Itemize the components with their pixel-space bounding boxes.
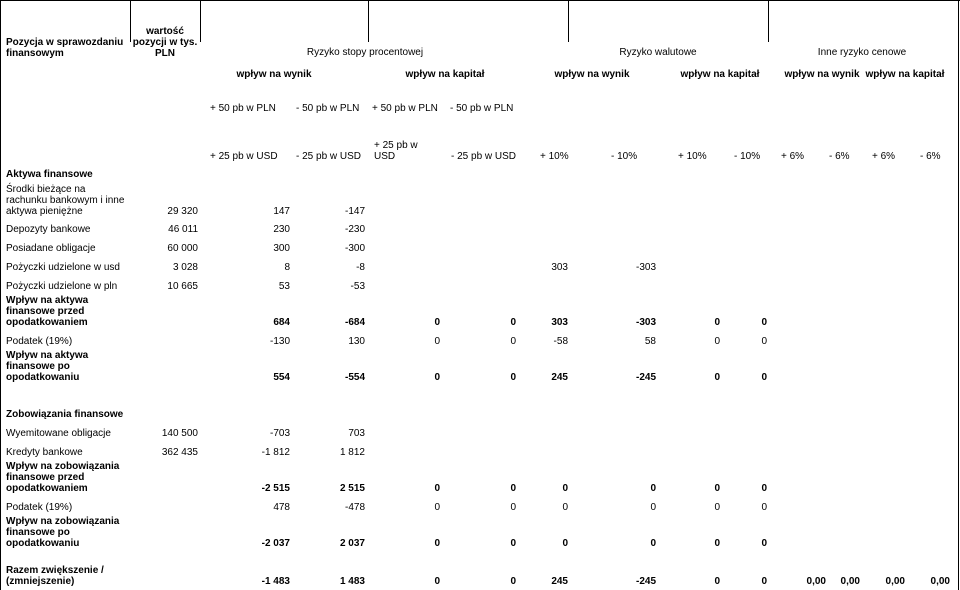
assets-row-label: Pożyczki udzielone w pln [6, 281, 118, 292]
table-border-left [0, 0, 1, 590]
header-value: wartość pozycji w tys. PLN [132, 26, 198, 59]
header-pct-shift-8: - 6% [920, 151, 941, 162]
assets-before-tax-c1: 684 [273, 317, 290, 328]
liabilities-before-tax-c2: 2 515 [339, 483, 365, 494]
assets-tax-c2: 130 [348, 336, 365, 347]
assets-row-value: 29 320 [167, 206, 198, 217]
assets-before-tax-c5: 303 [551, 317, 568, 328]
total-c10: 0,00 [840, 576, 860, 587]
liabilities-after-tax-c4: 0 [510, 538, 516, 549]
assets-before-tax-label: Wpływ na aktywa finansowe przed opodatkowaniem [6, 295, 89, 328]
header-usd-shift-3: + 25 pb w USD [374, 140, 418, 162]
liabilities-after-tax-c1: -2 037 [261, 538, 290, 549]
assets-row-c2: -300 [344, 243, 365, 254]
header-divider-3 [368, 0, 369, 42]
assets-after-tax-c8: 0 [761, 372, 767, 383]
header-interest-risk: Ryzyko stopy procentowej [306, 47, 424, 58]
total-label: Razem zwiększenie / (zmniejszenie) [6, 565, 104, 587]
assets-after-tax-c2: -554 [344, 372, 365, 383]
header-pln-shift-1: + 50 pb w PLN [210, 103, 276, 114]
header-divider-1 [130, 0, 131, 42]
header-effect-equity-2: wpływ na kapitał [680, 69, 760, 80]
liabilities-section-title: Zobowiązania finansowe [6, 409, 124, 420]
header-pct-shift-1: + 10% [540, 151, 569, 162]
liabilities-tax-c5: 0 [562, 502, 568, 513]
header-divider-4 [568, 0, 569, 42]
liabilities-row-c1: -1 812 [261, 447, 290, 458]
assets-row-label: Depozyty bankowe [6, 224, 91, 235]
header-effect-result-1: wpływ na wynik [236, 69, 312, 80]
assets-row-value: 3 028 [172, 262, 198, 273]
header-pln-shift-4: - 50 pb w PLN [450, 103, 514, 114]
header-other-price-risk: Inne ryzyko cenowe [817, 47, 907, 58]
assets-after-tax-c5: 245 [551, 372, 568, 383]
assets-before-tax-c2: -684 [344, 317, 365, 328]
assets-tax-c5: -58 [553, 336, 568, 347]
header-pct-shift-7: + 6% [872, 151, 896, 162]
assets-row-label: Posiadane obligacje [6, 243, 96, 254]
liabilities-after-tax-c6: 0 [650, 538, 656, 549]
liabilities-after-tax-c8: 0 [761, 538, 767, 549]
header-divider-5 [768, 0, 769, 42]
assets-row-c5: 303 [551, 262, 568, 273]
header-pln-shift-2: - 50 pb w PLN [296, 103, 360, 114]
header-divider-2 [200, 0, 201, 42]
header-effect-equity-3: wpływ na kapitał [865, 69, 945, 80]
total-c2: 1 483 [339, 576, 365, 587]
assets-row-value: 46 011 [168, 224, 198, 235]
assets-before-tax-c7: 0 [714, 317, 720, 328]
assets-tax-c3: 0 [434, 336, 440, 347]
liabilities-tax-c3: 0 [434, 502, 440, 513]
assets-after-tax-c3: 0 [434, 372, 440, 383]
assets-row-value: 10 665 [167, 281, 198, 292]
liabilities-row-value: 140 500 [161, 428, 198, 439]
liabilities-before-tax-c4: 0 [510, 483, 516, 494]
assets-row-c1: 147 [273, 206, 290, 217]
total-c1: -1 483 [261, 576, 290, 587]
liabilities-tax-c8: 0 [761, 502, 767, 513]
assets-before-tax-c4: 0 [510, 317, 516, 328]
header-usd-shift-1: + 25 pb w USD [210, 151, 278, 162]
assets-row-c1: 8 [284, 262, 290, 273]
liabilities-row-label: Wyemitowane obligacje [6, 428, 111, 439]
total-c3: 0 [434, 576, 440, 587]
assets-row-label: Środki bieżące na rachunku bankowym i inne aktywa pieniężne [6, 184, 125, 217]
header-usd-shift-4: - 25 pb w USD [451, 151, 517, 162]
assets-tax-label: Podatek (19%) [6, 336, 73, 347]
assets-row-c1: 53 [278, 281, 290, 292]
assets-after-tax-c4: 0 [510, 372, 516, 383]
total-c12: 0,00 [930, 576, 950, 587]
assets-after-tax-c6: -245 [635, 372, 656, 383]
header-pln-shift-3: + 50 pb w PLN [372, 103, 438, 114]
liabilities-row-value: 362 435 [161, 447, 198, 458]
assets-row-value: 60 000 [167, 243, 198, 254]
assets-row-c1: 300 [273, 243, 290, 254]
liabilities-before-tax-c6: 0 [650, 483, 656, 494]
header-position: Pozycja w sprawozdaniu finansowym [6, 37, 124, 59]
liabilities-after-tax-c3: 0 [434, 538, 440, 549]
assets-tax-c7: 0 [714, 336, 720, 347]
liabilities-after-tax-c2: 2 037 [339, 538, 365, 549]
assets-row-c1: 230 [273, 224, 290, 235]
liabilities-before-tax-c3: 0 [434, 483, 440, 494]
total-c4: 0 [510, 576, 516, 587]
total-c9: 0,00 [806, 576, 826, 587]
liabilities-after-tax-c5: 0 [562, 538, 568, 549]
assets-row-c2: -147 [344, 206, 365, 217]
assets-tax-c1: -130 [269, 336, 290, 347]
header-pct-shift-5: + 6% [781, 151, 805, 162]
assets-row-c2: -53 [350, 281, 365, 292]
liabilities-tax-c6: 0 [650, 502, 656, 513]
header-effect-result-2: wpływ na wynik [554, 69, 630, 80]
table-border-top [0, 0, 960, 1]
header-pct-shift-6: - 6% [829, 151, 850, 162]
total-c8: 0 [761, 576, 767, 587]
liabilities-before-tax-c7: 0 [714, 483, 720, 494]
liabilities-before-tax-c1: -2 515 [261, 483, 290, 494]
total-c7: 0 [714, 576, 720, 587]
assets-row-c2: -230 [344, 224, 365, 235]
liabilities-before-tax-label: Wpływ na zobowiązania finansowe przed opodatkowaniem [6, 461, 120, 494]
assets-before-tax-c8: 0 [761, 317, 767, 328]
assets-row-label: Pożyczki udzielone w usd [6, 262, 120, 273]
header-usd-shift-2: - 25 pb w USD [296, 151, 362, 162]
liabilities-tax-c7: 0 [714, 502, 720, 513]
header-pct-shift-2: - 10% [611, 151, 638, 162]
liabilities-before-tax-c5: 0 [562, 483, 568, 494]
header-effect-result-3: wpływ na wynik [784, 69, 860, 80]
assets-before-tax-c3: 0 [434, 317, 440, 328]
total-c5: 245 [551, 576, 568, 587]
assets-after-tax-c7: 0 [714, 372, 720, 383]
assets-after-tax-c1: 554 [273, 372, 290, 383]
total-c6: -245 [635, 576, 656, 587]
total-c11: 0,00 [885, 576, 905, 587]
liabilities-tax-label: Podatek (19%) [6, 502, 73, 513]
liabilities-row-c2: 1 812 [339, 447, 365, 458]
assets-row-c6: -303 [635, 262, 656, 273]
header-pct-shift-3: + 10% [678, 151, 707, 162]
assets-section-title: Aktywa finansowe [6, 169, 93, 180]
liabilities-row-c1: -703 [269, 428, 290, 439]
assets-tax-c8: 0 [761, 336, 767, 347]
header-currency-risk: Ryzyko walutowe [619, 47, 697, 58]
liabilities-tax-c4: 0 [510, 502, 516, 513]
liabilities-after-tax-label: Wpływ na zobowiązania finansowe po opodatkowaniu [6, 516, 120, 549]
liabilities-tax-c2: -478 [344, 502, 365, 513]
assets-row-c2: -8 [356, 262, 365, 273]
header-effect-equity-1: wpływ na kapitał [405, 69, 485, 80]
assets-tax-c4: 0 [510, 336, 516, 347]
assets-after-tax-label: Wpływ na aktywa finansowe po opodatkowaniu [6, 350, 89, 383]
liabilities-after-tax-c7: 0 [714, 538, 720, 549]
liabilities-row-label: Kredyty bankowe [6, 447, 83, 458]
table-border-right [958, 0, 959, 590]
assets-tax-c6: 58 [644, 336, 656, 347]
liabilities-row-c2: 703 [348, 428, 365, 439]
liabilities-tax-c1: 478 [273, 502, 290, 513]
header-pct-shift-4: - 10% [734, 151, 761, 162]
assets-before-tax-c6: -303 [635, 317, 656, 328]
liabilities-before-tax-c8: 0 [761, 483, 767, 494]
